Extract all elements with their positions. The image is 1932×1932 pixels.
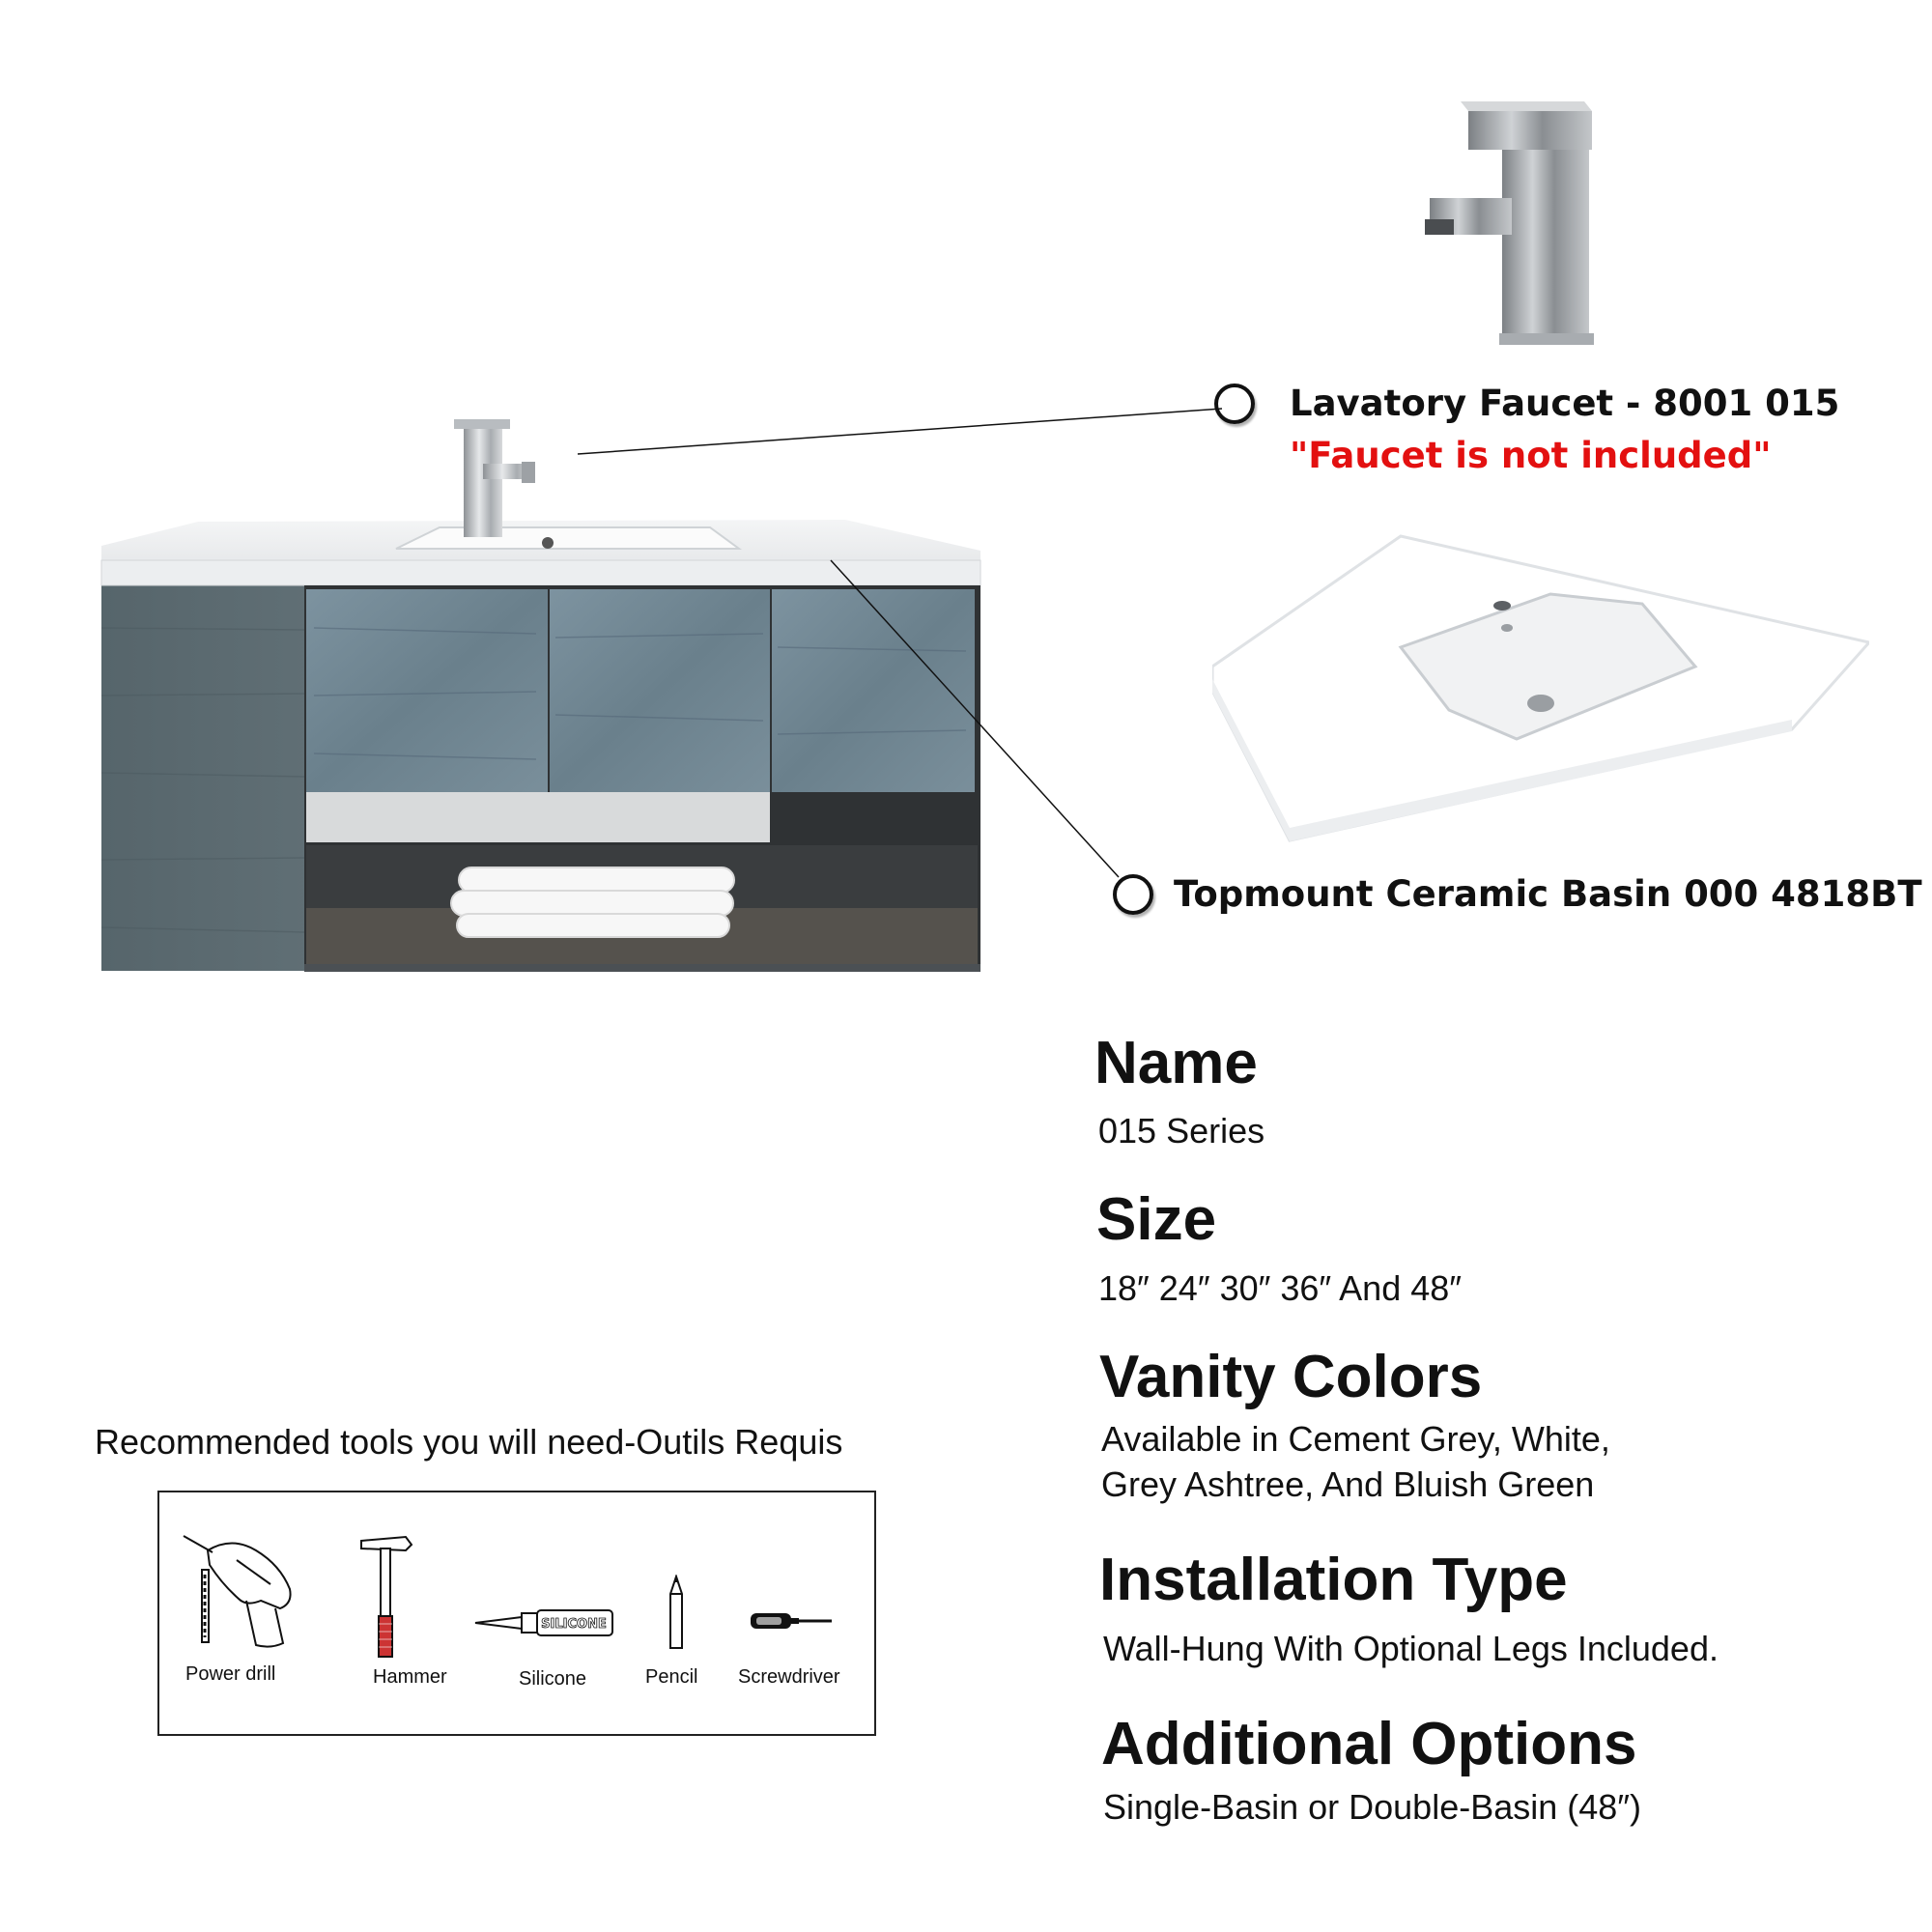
tool-label-silicone: Silicone xyxy=(519,1668,587,1690)
additional-options-value: Single-Basin or Double-Basin (48″) xyxy=(1103,1787,1642,1827)
tool-label-screwdriver: Screwdriver xyxy=(738,1666,840,1688)
vanity-colors-line-2: Grey Ashtree, And Bluish Green xyxy=(1101,1464,1595,1504)
screwdriver-icon xyxy=(749,1609,836,1633)
tool-label-power-drill: Power drill xyxy=(185,1663,276,1685)
tool-label-pencil: Pencil xyxy=(645,1666,698,1688)
faucet-not-included-note: "Faucet is not included" xyxy=(1290,435,1772,476)
pencil-icon xyxy=(665,1575,688,1652)
silicone-tube-text: SILICONE xyxy=(541,1617,607,1632)
tool-label-hammer: Hammer xyxy=(373,1666,447,1688)
installation-type-value: Wall-Hung With Optional Legs Included. xyxy=(1103,1629,1719,1668)
installation-type-heading: Installation Type xyxy=(1099,1547,1568,1613)
basin-callout-title: Topmount Ceramic Basin 000 4818BT xyxy=(1174,873,1922,915)
basin-callout-marker xyxy=(1113,874,1153,915)
vanity-colors-heading: Vanity Colors xyxy=(1099,1344,1483,1410)
basin-image xyxy=(1212,517,1869,845)
name-value: 015 Series xyxy=(1098,1111,1265,1151)
faucet-image xyxy=(1420,92,1613,348)
size-heading: Size xyxy=(1096,1186,1217,1253)
faucet-callout-title: Lavatory Faucet - 8001 015 xyxy=(1290,383,1840,424)
tools-title: Recommended tools you will need-Outils Requis xyxy=(95,1422,843,1462)
silicone-tube-icon xyxy=(473,1604,618,1642)
vanity-colors-line-1: Available in Cement Grey, White, xyxy=(1101,1419,1610,1459)
additional-options-heading: Additional Options xyxy=(1101,1711,1637,1777)
hammer-icon xyxy=(357,1531,415,1662)
power-drill-icon xyxy=(179,1531,304,1652)
name-heading: Name xyxy=(1094,1030,1258,1096)
faucet-callout-marker xyxy=(1214,384,1255,424)
size-value: 18″ 24″ 30″ 36″ And 48″ xyxy=(1098,1268,1463,1308)
